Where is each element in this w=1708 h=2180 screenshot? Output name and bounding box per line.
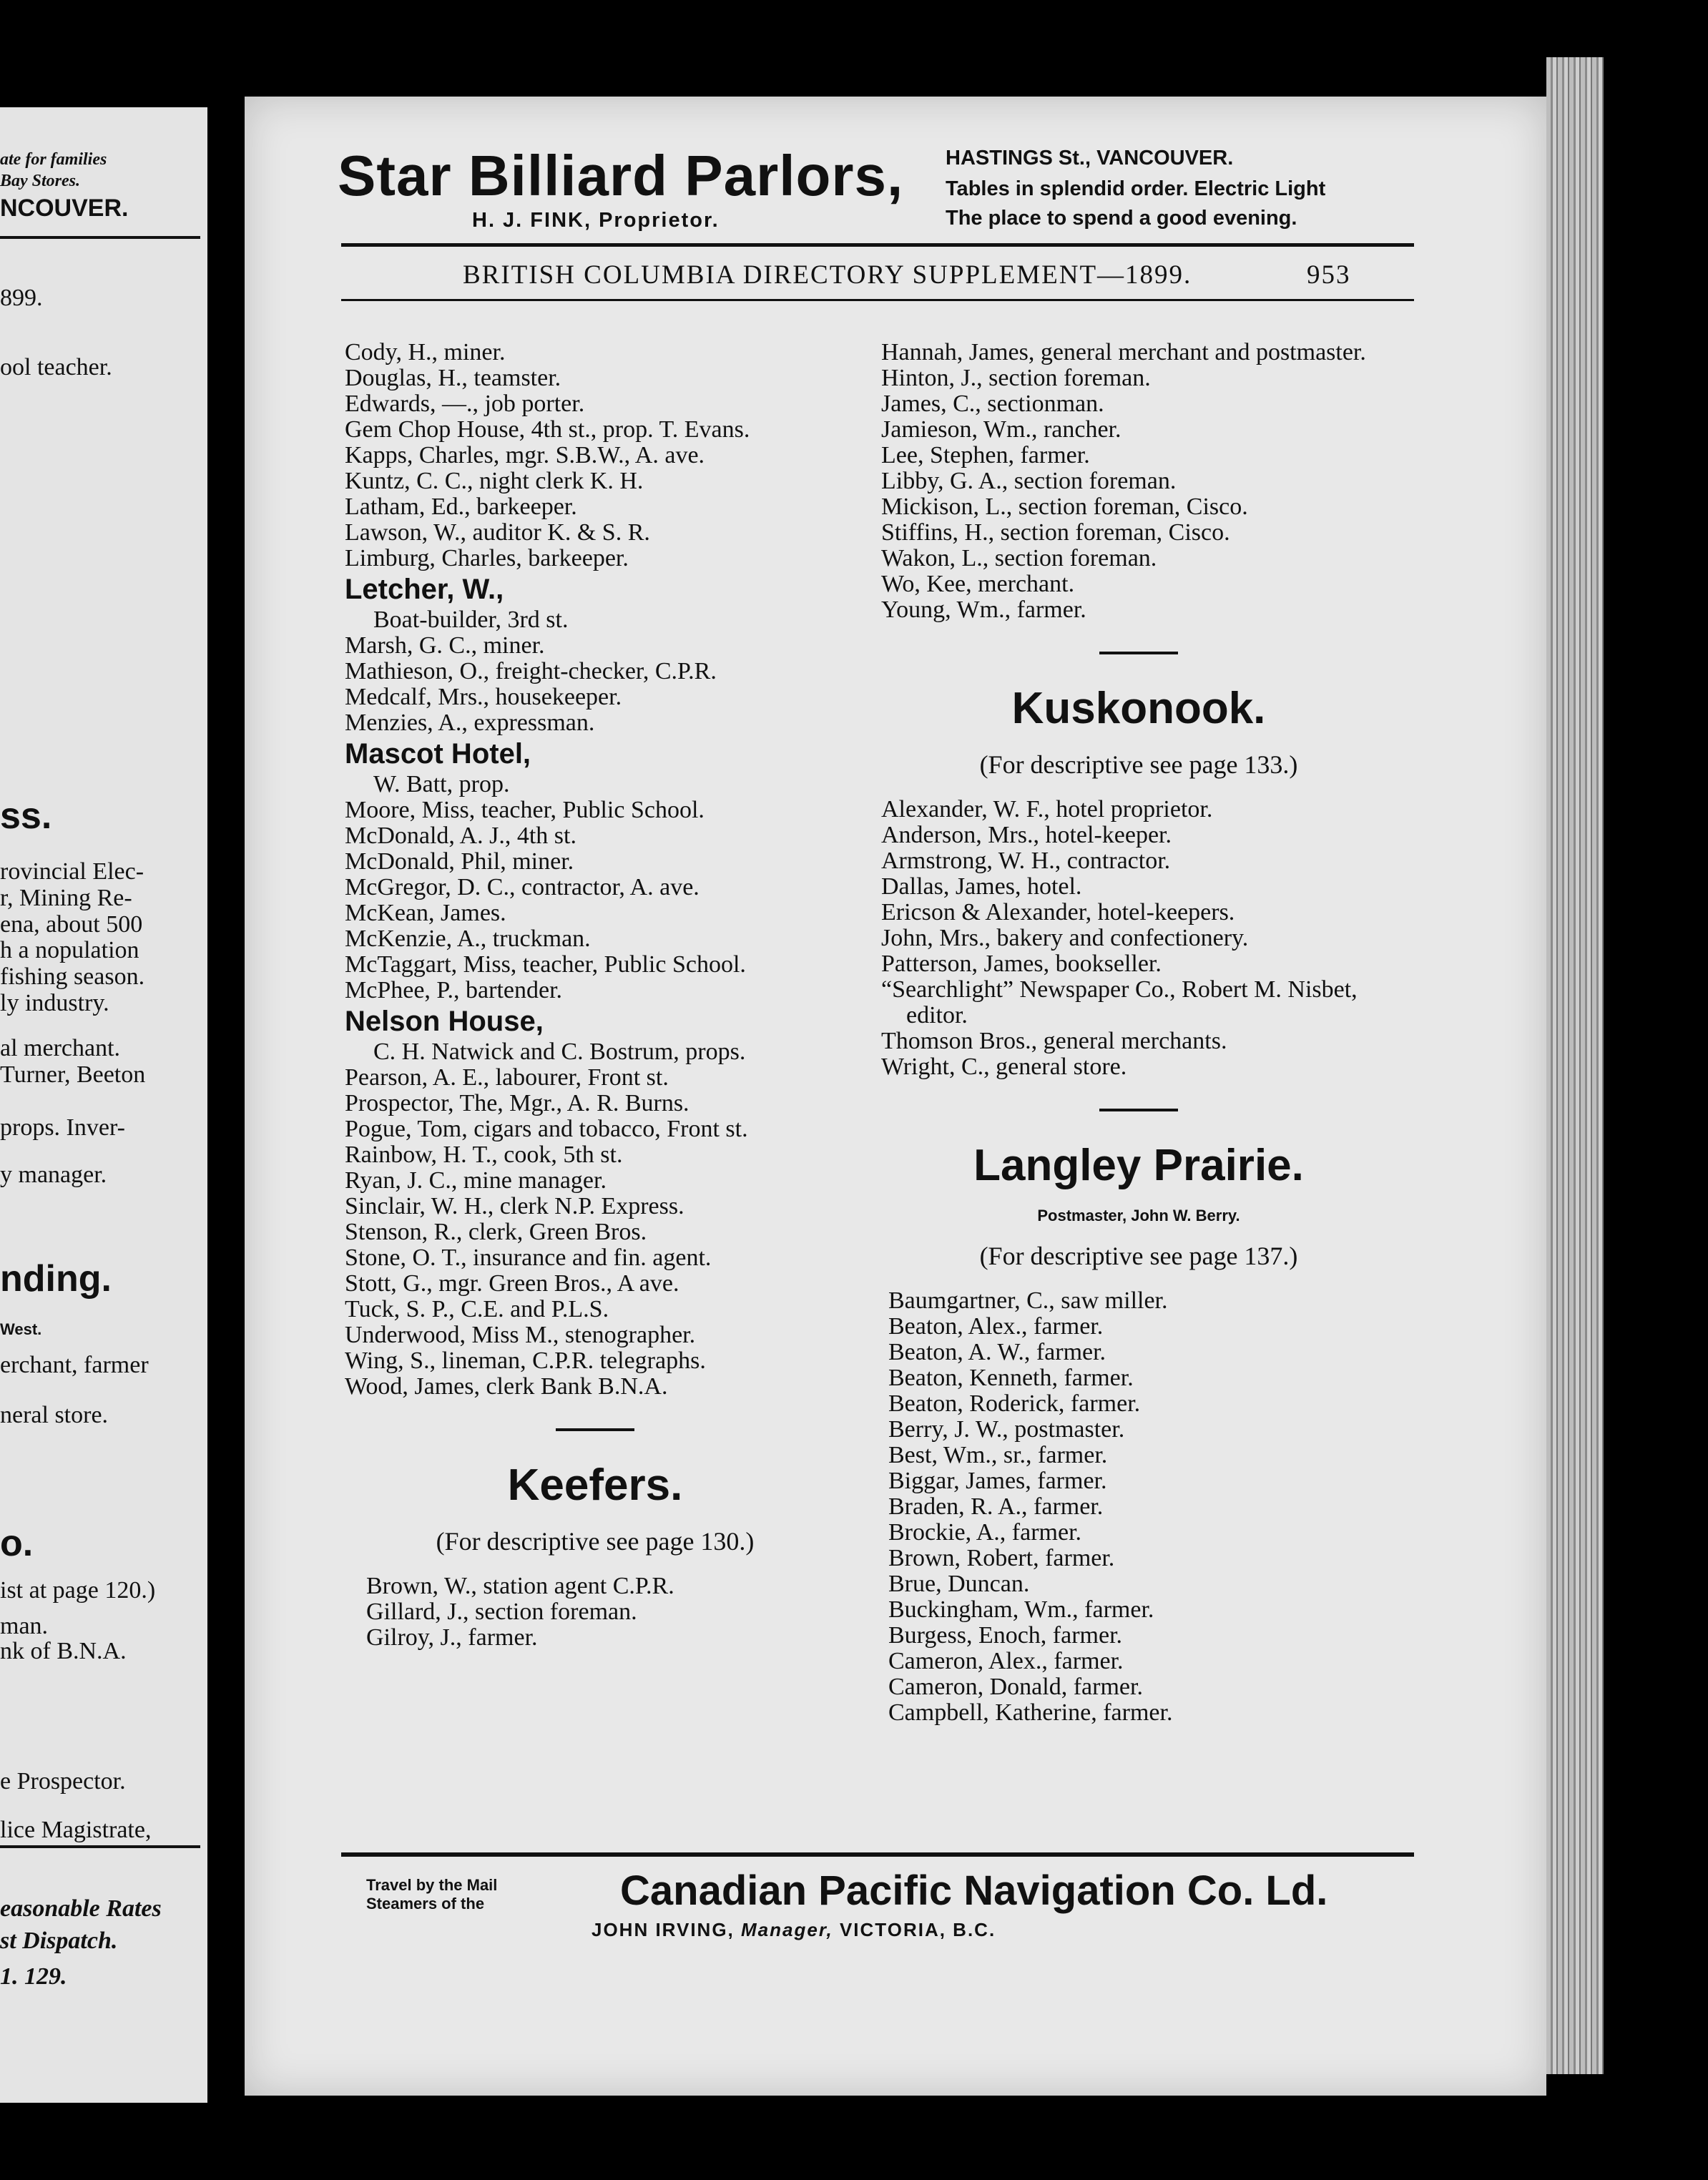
langley-postmaster: Postmaster, John W. Berry. [1037,1207,1240,1224]
left-page-line: fishing season. [0,963,145,990]
left-page-line: easonable Rates [0,1895,162,1922]
left-page-line: nding. [0,1258,112,1300]
directory-entry: W. Batt, prop. [373,771,510,797]
kuskonook-description: (For descriptive see page 133.) [979,750,1298,779]
directory-entry: Brockie, A., farmer. [888,1519,1082,1546]
left-entries [345,340,845,1400]
directory-entry: Lawson, W., auditor K. & S. R. [345,519,650,546]
directory-page [245,97,1546,2096]
section-divider [1099,652,1178,654]
left-column [345,340,845,1651]
directory-entry: McPhee, P., bartender. [345,977,563,1003]
directory-entry: Medcalf, Mrs., housekeeper. [345,684,622,710]
directory-entry: Gilroy, J., farmer. [366,1624,538,1651]
left-page-line: h a nopulation [0,937,139,963]
left-page-line: ena, about 500 [0,911,143,938]
directory-entry: Wright, C., general store. [881,1054,1127,1080]
left-page-line: ate for families [0,150,107,169]
directory-entry: Wing, S., lineman, C.P.R. telegraphs. [345,1347,706,1374]
business-heading: Nelson House, [345,1006,544,1037]
directory-entry: Braden, R. A., farmer. [888,1493,1104,1520]
directory-entry: Wo, Kee, merchant. [881,571,1075,597]
directory-entry: Rainbow, H. T., cook, 5th st. [345,1141,623,1168]
page-number: 953 [1307,260,1351,290]
left-page-line: r, Mining Re- [0,885,132,911]
left-page-line: ly industry. [0,990,109,1016]
kuskonook-title: Kuskonook. [1011,684,1266,733]
directory-entry: Sinclair, W. H., clerk N.P. Express. [345,1193,684,1219]
directory-entry: Armstrong, W. H., contractor. [881,848,1171,874]
left-page-line: al merchant. [0,1035,121,1061]
directory-entry: Alexander, W. F., hotel proprietor. [881,796,1213,823]
keefers-description: (For descriptive see page 130.) [436,1527,755,1556]
left-page-line: man. [0,1613,49,1639]
header-rule-bottom [341,299,1414,301]
left-page-line: ist at page 120.) [0,1577,156,1604]
langley-entries [881,1288,1396,1726]
directory-entry: James, C., sectionman. [881,391,1104,417]
directory-entry: Libby, G. A., section foreman. [881,468,1177,494]
directory-entry: John, Mrs., bakery and confectionery. [881,925,1249,951]
left-page-line: erchant, farmer [0,1352,149,1378]
left-page-line: o. [0,1523,34,1564]
directory-entry: McTaggart, Miss, teacher, Public School. [345,951,746,978]
directory-entry: Prospector, The, Mgr., A. R. Burns. [345,1090,689,1116]
business-heading: Letcher, W., [345,574,504,605]
directory-entry: “Searchlight” Newspaper Co., Robert M. Nisbet, editor. [881,976,1358,1028]
directory-entry: Stiffins, H., section foreman, Cisco. [881,519,1230,546]
left-page-line: Turner, Beeton [0,1061,146,1088]
directory-entry: Patterson, James, bookseller. [881,951,1162,977]
directory-entry: Marsh, G. C., miner. [345,632,545,659]
directory-entry: Ericson & Alexander, hotel-keepers. [881,899,1235,925]
directory-entry: Cameron, Alex., farmer. [888,1648,1124,1674]
directory-entry: Edwards, —., job porter. [345,391,585,417]
directory-entry: Limburg, Charles, barkeeper. [345,545,629,571]
left-page-line: ool teacher. [0,354,112,380]
directory-entry: McKenzie, A., truckman. [345,925,591,952]
footer-rule [341,1852,1414,1857]
left-page-line: st Dispatch. [0,1928,118,1954]
manager-name: JOHN IRVING, [592,1919,735,1940]
directory-entry: Young, Wm., farmer. [881,596,1086,623]
directory-entry: Ryan, J. C., mine manager. [345,1167,607,1194]
directory-entry: Beaton, Roderick, farmer. [888,1390,1141,1417]
directory-entry: Boat-builder, 3rd st. [373,607,569,633]
directory-entry: Buckingham, Wm., farmer. [888,1596,1154,1623]
header-rule-top [341,243,1414,247]
langley-description: (For descriptive see page 137.) [979,1242,1298,1270]
directory-entry: Kuntz, C. C., night clerk K. H. [345,468,644,494]
directory-entry: Cameron, Donald, farmer. [888,1674,1143,1700]
directory-entry: Pearson, A. E., labourer, Front st. [345,1064,669,1091]
left-page-line: e Prospector. [0,1768,126,1794]
directory-entry: McDonald, Phil, miner. [345,848,574,875]
ad-proprietor: H. J. FINK, Proprietor. [472,209,720,232]
directory-entry: Underwood, Miss M., stenographer. [345,1322,696,1348]
left-page-line: nk of B.N.A. [0,1638,127,1664]
directory-entry: Anderson, Mrs., hotel-keeper. [881,822,1172,848]
directory-entry: Baumgartner, C., saw miller. [888,1287,1168,1314]
directory-entry: Lee, Stephen, farmer. [881,442,1090,468]
left-page-rule [0,1845,200,1848]
ad-title: Star Billiard Parlors, [338,144,904,207]
ad-address: HASTINGS St., VANCOUVER. [946,147,1234,170]
footer-travel-line1: Travel by the Mail [366,1876,498,1894]
directory-entry: Stott, G., mgr. Green Bros., A ave. [345,1270,679,1297]
directory-entry: Douglas, H., teamster. [345,365,561,391]
page-stack-edge [1546,57,1604,2074]
directory-entry: Brown, W., station agent C.P.R. [366,1573,674,1599]
directory-entry: Wood, James, clerk Bank B.N.A. [345,1373,668,1400]
left-page-line: 1. 129. [0,1963,67,1990]
directory-entry: Hannah, James, general merchant and postmaster. [881,339,1366,365]
directory-entry: Gillard, J., section foreman. [366,1599,637,1625]
left-page-rule [0,236,200,239]
left-page-line: props. Inver- [0,1114,125,1141]
left-page-line: West. [0,1320,42,1338]
left-page-line: ss. [0,795,52,837]
directory-entry: Mickison, L., section foreman, Cisco. [881,494,1248,520]
left-page-line: NCOUVER. [0,195,129,222]
directory-entry: Jamieson, Wm., rancher. [881,416,1122,443]
directory-entry: Brue, Duncan. [888,1571,1030,1597]
directory-entry: Thomson Bros., general merchants. [881,1028,1227,1054]
directory-entry: Biggar, James, farmer. [888,1468,1107,1494]
directory-entry: Tuck, S. P., C.E. and P.L.S. [345,1296,609,1322]
directory-entry: Stone, O. T., insurance and fin. agent. [345,1244,712,1271]
directory-entry: C. H. Natwick and C. Bostrum, props. [373,1039,746,1065]
directory-entry: Gem Chop House, 4th st., prop. T. Evans. [345,416,750,443]
directory-entry: Beaton, Alex., farmer. [888,1313,1104,1340]
directory-entry: McGregor, D. C., contractor, A. ave. [345,874,700,900]
section-divider [556,1428,634,1431]
langley-title: Langley Prairie. [973,1141,1304,1190]
directory-entry: Pogue, Tom, cigars and tobacco, Front st. [345,1116,748,1142]
right-column [881,340,1396,1726]
left-page-line: lice Magistrate, [0,1817,152,1843]
manager-city: VICTORIA, B.C. [839,1919,996,1940]
directory-entry: Berry, J. W., postmaster. [888,1416,1125,1443]
directory-entry: Latham, Ed., barkeeper. [345,494,577,520]
ad-tables: Tables in splendid order. Electric Light [946,177,1326,200]
manager-title: Manager, [741,1919,833,1940]
keefers-entries [345,1573,845,1651]
directory-entry: McKean, James. [345,900,506,926]
ad-evening: The place to spend a good evening. [946,207,1297,230]
directory-entry: Beaton, Kenneth, farmer. [888,1365,1134,1391]
directory-entry: Mathieson, O., freight-checker, C.P.R. [345,658,717,684]
directory-entry: Brown, Robert, farmer. [888,1545,1115,1571]
left-page-fragment [0,107,207,2103]
business-heading: Mascot Hotel, [345,738,531,770]
kuskonook-entries [881,797,1396,1080]
keefers-title: Keefers. [507,1460,683,1510]
directory-entry: Moore, Miss, teacher, Public School. [345,797,705,823]
running-head [463,260,1351,290]
directory-entry: Stenson, R., clerk, Green Bros. [345,1219,647,1245]
directory-entry: Dallas, James, hotel. [881,873,1082,900]
directory-entry: Kapps, Charles, mgr. S.B.W., A. ave. [345,442,705,468]
directory-entry: Hinton, J., section foreman. [881,365,1151,391]
directory-entry: Menzies, A., expressman. [345,710,595,736]
directory-entry: Best, Wm., sr., farmer. [888,1442,1108,1468]
left-page-line: Bay Stores. [0,172,81,190]
left-page-line: y manager. [0,1162,107,1188]
left-page-line: rovincial Elec- [0,858,144,885]
directory-entry: Cody, H., miner. [345,339,506,365]
directory-entry: Burgess, Enoch, farmer. [888,1622,1123,1649]
directory-entry: Wakon, L., section foreman. [881,545,1157,571]
directory-entry: McDonald, A. J., 4th st. [345,823,576,849]
running-title: BRITISH COLUMBIA DIRECTORY SUPPLEMENT—1899. [463,260,1192,290]
directory-entry: Beaton, A. W., farmer. [888,1339,1106,1365]
left-page-line: neral store. [0,1402,109,1428]
left-page-line: 899. [0,285,43,311]
section-divider [1099,1109,1178,1111]
right-top-entries [881,340,1396,623]
footer-company: Canadian Pacific Navigation Co. Ld. [620,1867,1328,1914]
directory-entry: Campbell, Katherine, farmer. [888,1699,1173,1726]
footer-manager [592,1919,996,1941]
footer-travel-line2: Steamers of the [366,1895,485,1913]
